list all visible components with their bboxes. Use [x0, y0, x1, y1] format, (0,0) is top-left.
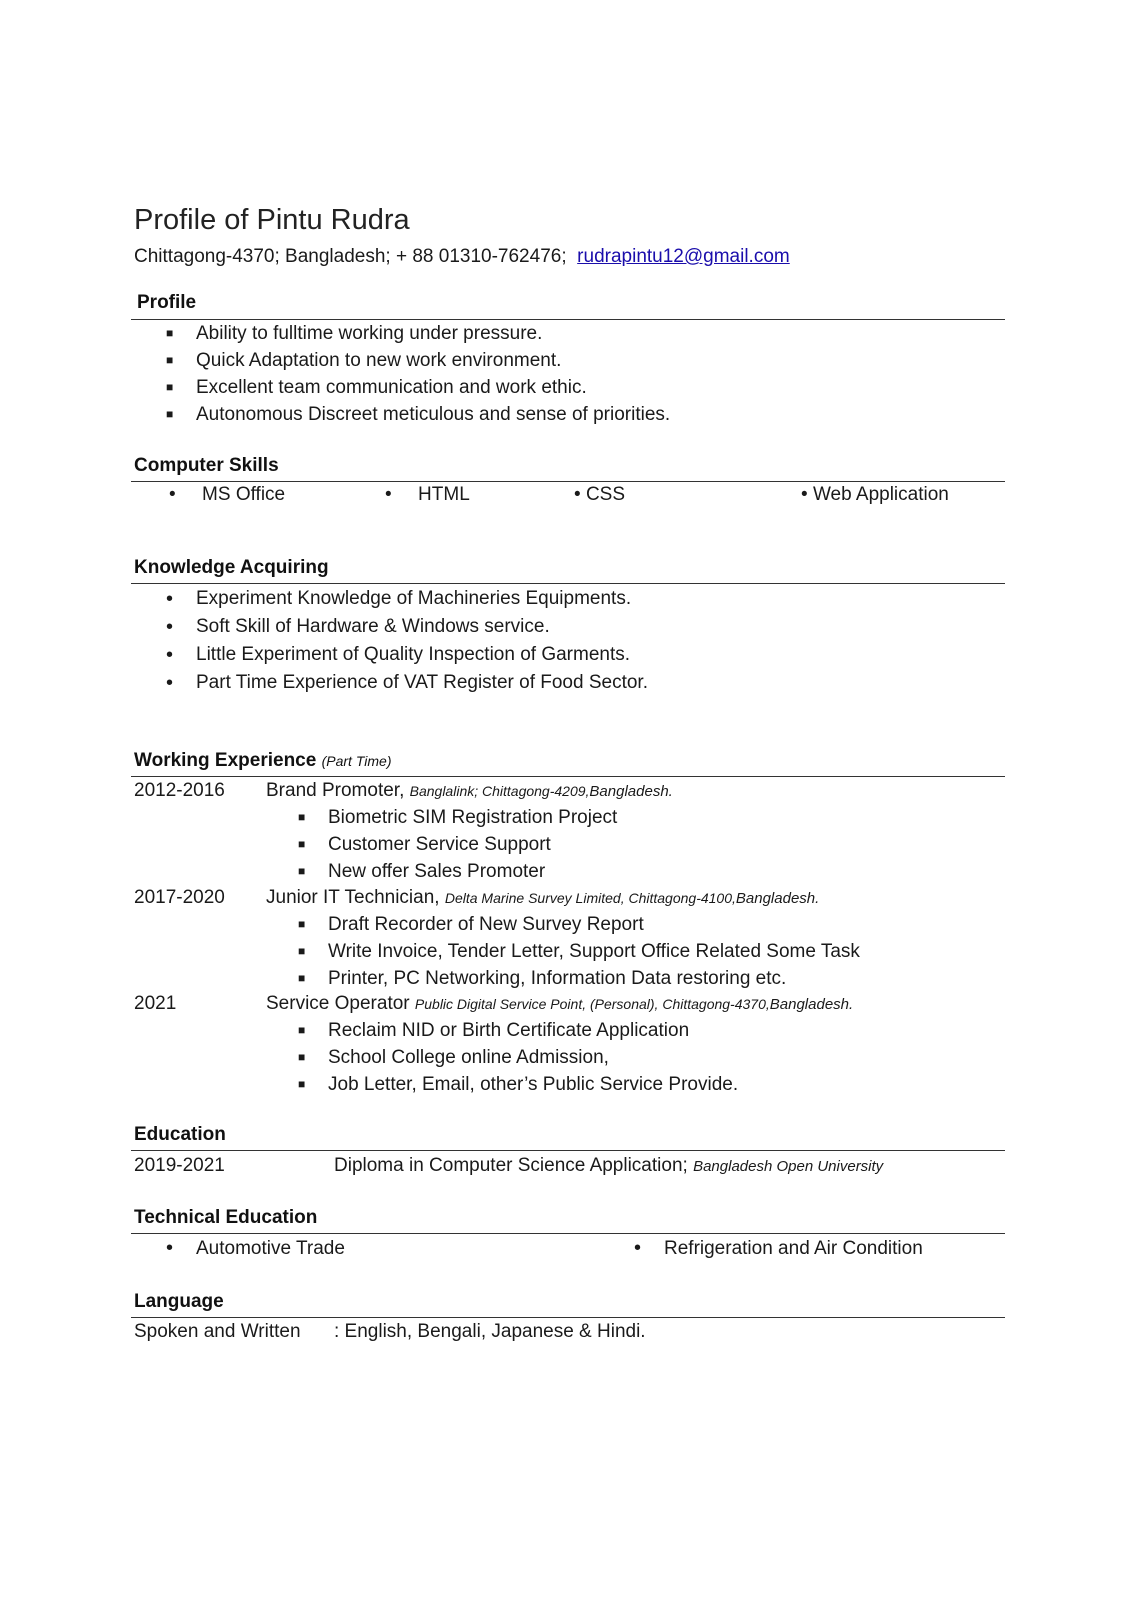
- section-divider: [131, 583, 1005, 584]
- round-bullet-icon: •: [166, 644, 174, 666]
- language-label: Spoken and Written: [134, 1321, 301, 1342]
- list-item: • Automotive Trade: [166, 1235, 345, 1262]
- list-item: ■ Quick Adaptation to new work environment.: [166, 347, 670, 374]
- section-note: (Part Time): [321, 753, 392, 769]
- job-task-list: [298, 804, 617, 885]
- section-title-technical: Technical Education: [134, 1207, 318, 1228]
- technical-list: [634, 1235, 923, 1262]
- job-task-list: [298, 1017, 738, 1098]
- list-item: ■ Job Letter, Email, other’s Public Service Provide.: [298, 1071, 738, 1098]
- job-title: Service Operator Public Digital Service Point, (Personal), Chittagong-4370,Bangladesh.: [266, 993, 854, 1014]
- round-bullet-icon: •: [166, 672, 174, 694]
- section-divider: [131, 1233, 1005, 1234]
- round-bullet-icon: •: [634, 1237, 642, 1259]
- square-bullet-icon: ■: [298, 864, 306, 878]
- list-item: ■ New offer Sales Promoter: [298, 858, 617, 885]
- job-title: Brand Promoter, Banglalink; Chittagong-4209,Bangladesh.: [266, 780, 673, 801]
- list-item: ■ Write Invoice, Tender Letter, Support Office Related Some Task: [298, 938, 860, 965]
- list-item: ■ School College online Admission,: [298, 1044, 738, 1071]
- list-item: ■ Printer, PC Networking, Information Data restoring etc.: [298, 965, 860, 992]
- contact-text: Chittagong-4370; Bangladesh; + 88 01310-762476;: [134, 246, 567, 267]
- education-degree: Diploma in Computer Science Application; Bangladesh Open University: [334, 1155, 884, 1176]
- job-years: 2017-2020: [134, 887, 225, 908]
- square-bullet-icon: ■: [166, 353, 174, 367]
- page-title: Profile of Pintu Rudra: [134, 204, 410, 236]
- skill-item: • CSS: [574, 484, 626, 505]
- section-divider: [131, 481, 1005, 482]
- technical-list: [166, 1235, 345, 1262]
- profile-list: [166, 320, 670, 428]
- section-title-knowledge: Knowledge Acquiring: [134, 557, 329, 578]
- education-years: 2019-2021: [134, 1155, 225, 1176]
- job-task-list: [298, 911, 860, 992]
- section-title-computer-skills: Computer Skills: [134, 455, 279, 476]
- skill-item: • HTML: [385, 484, 470, 505]
- list-item: ■ Autonomous Discreet meticulous and sense of priorities.: [166, 401, 670, 428]
- square-bullet-icon: ■: [298, 1077, 306, 1091]
- section-title-profile: Profile: [137, 292, 197, 313]
- square-bullet-icon: ■: [166, 407, 174, 421]
- square-bullet-icon: ■: [298, 1023, 306, 1037]
- skill-item: • MS Office: [169, 484, 286, 505]
- square-bullet-icon: ■: [298, 971, 306, 985]
- square-bullet-icon: ■: [298, 837, 306, 851]
- square-bullet-icon: ■: [166, 380, 174, 394]
- list-item: ■ Customer Service Support: [298, 831, 617, 858]
- list-item: • Experiment Knowledge of Machineries Equipments.: [166, 585, 648, 613]
- section-title-language: Language: [134, 1291, 224, 1312]
- list-item: ■ Reclaim NID or Birth Certificate Application: [298, 1017, 738, 1044]
- contact-line: [134, 246, 790, 268]
- list-item: ■ Biometric SIM Registration Project: [298, 804, 617, 831]
- square-bullet-icon: ■: [298, 810, 306, 824]
- list-item: • Little Experiment of Quality Inspection of Garments.: [166, 641, 648, 669]
- list-item: ■ Excellent team communication and work ethic.: [166, 374, 670, 401]
- list-item: ■ Ability to fulltime working under pressure.: [166, 320, 670, 347]
- knowledge-list: [166, 585, 648, 697]
- job-years: 2012-2016: [134, 780, 225, 801]
- square-bullet-icon: ■: [166, 326, 174, 340]
- job-years: 2021: [134, 993, 177, 1014]
- round-bullet-icon: •: [166, 588, 174, 610]
- section-divider: [131, 1150, 1005, 1151]
- section-title-experience: Working Experience (Part Time): [134, 750, 392, 771]
- square-bullet-icon: ■: [298, 944, 306, 958]
- square-bullet-icon: ■: [298, 1050, 306, 1064]
- language-value: : English, Bengali, Japanese & Hindi.: [334, 1321, 646, 1342]
- square-bullet-icon: ■: [298, 917, 306, 931]
- job-title: Junior IT Technician, Delta Marine Survey Limited, Chittagong-4100,Bangladesh.: [266, 887, 820, 908]
- email-link[interactable]: rudrapintu12@gmail.com: [577, 246, 790, 267]
- round-bullet-icon: •: [166, 1237, 174, 1259]
- round-bullet-icon: •: [166, 616, 174, 638]
- list-item: ■ Draft Recorder of New Survey Report: [298, 911, 860, 938]
- list-item: • Refrigeration and Air Condition: [634, 1235, 923, 1262]
- list-item: • Part Time Experience of VAT Register of Food Sector.: [166, 669, 648, 697]
- section-title-education: Education: [134, 1124, 226, 1145]
- list-item: • Soft Skill of Hardware & Windows service.: [166, 613, 648, 641]
- skill-item: • Web Application: [801, 484, 949, 505]
